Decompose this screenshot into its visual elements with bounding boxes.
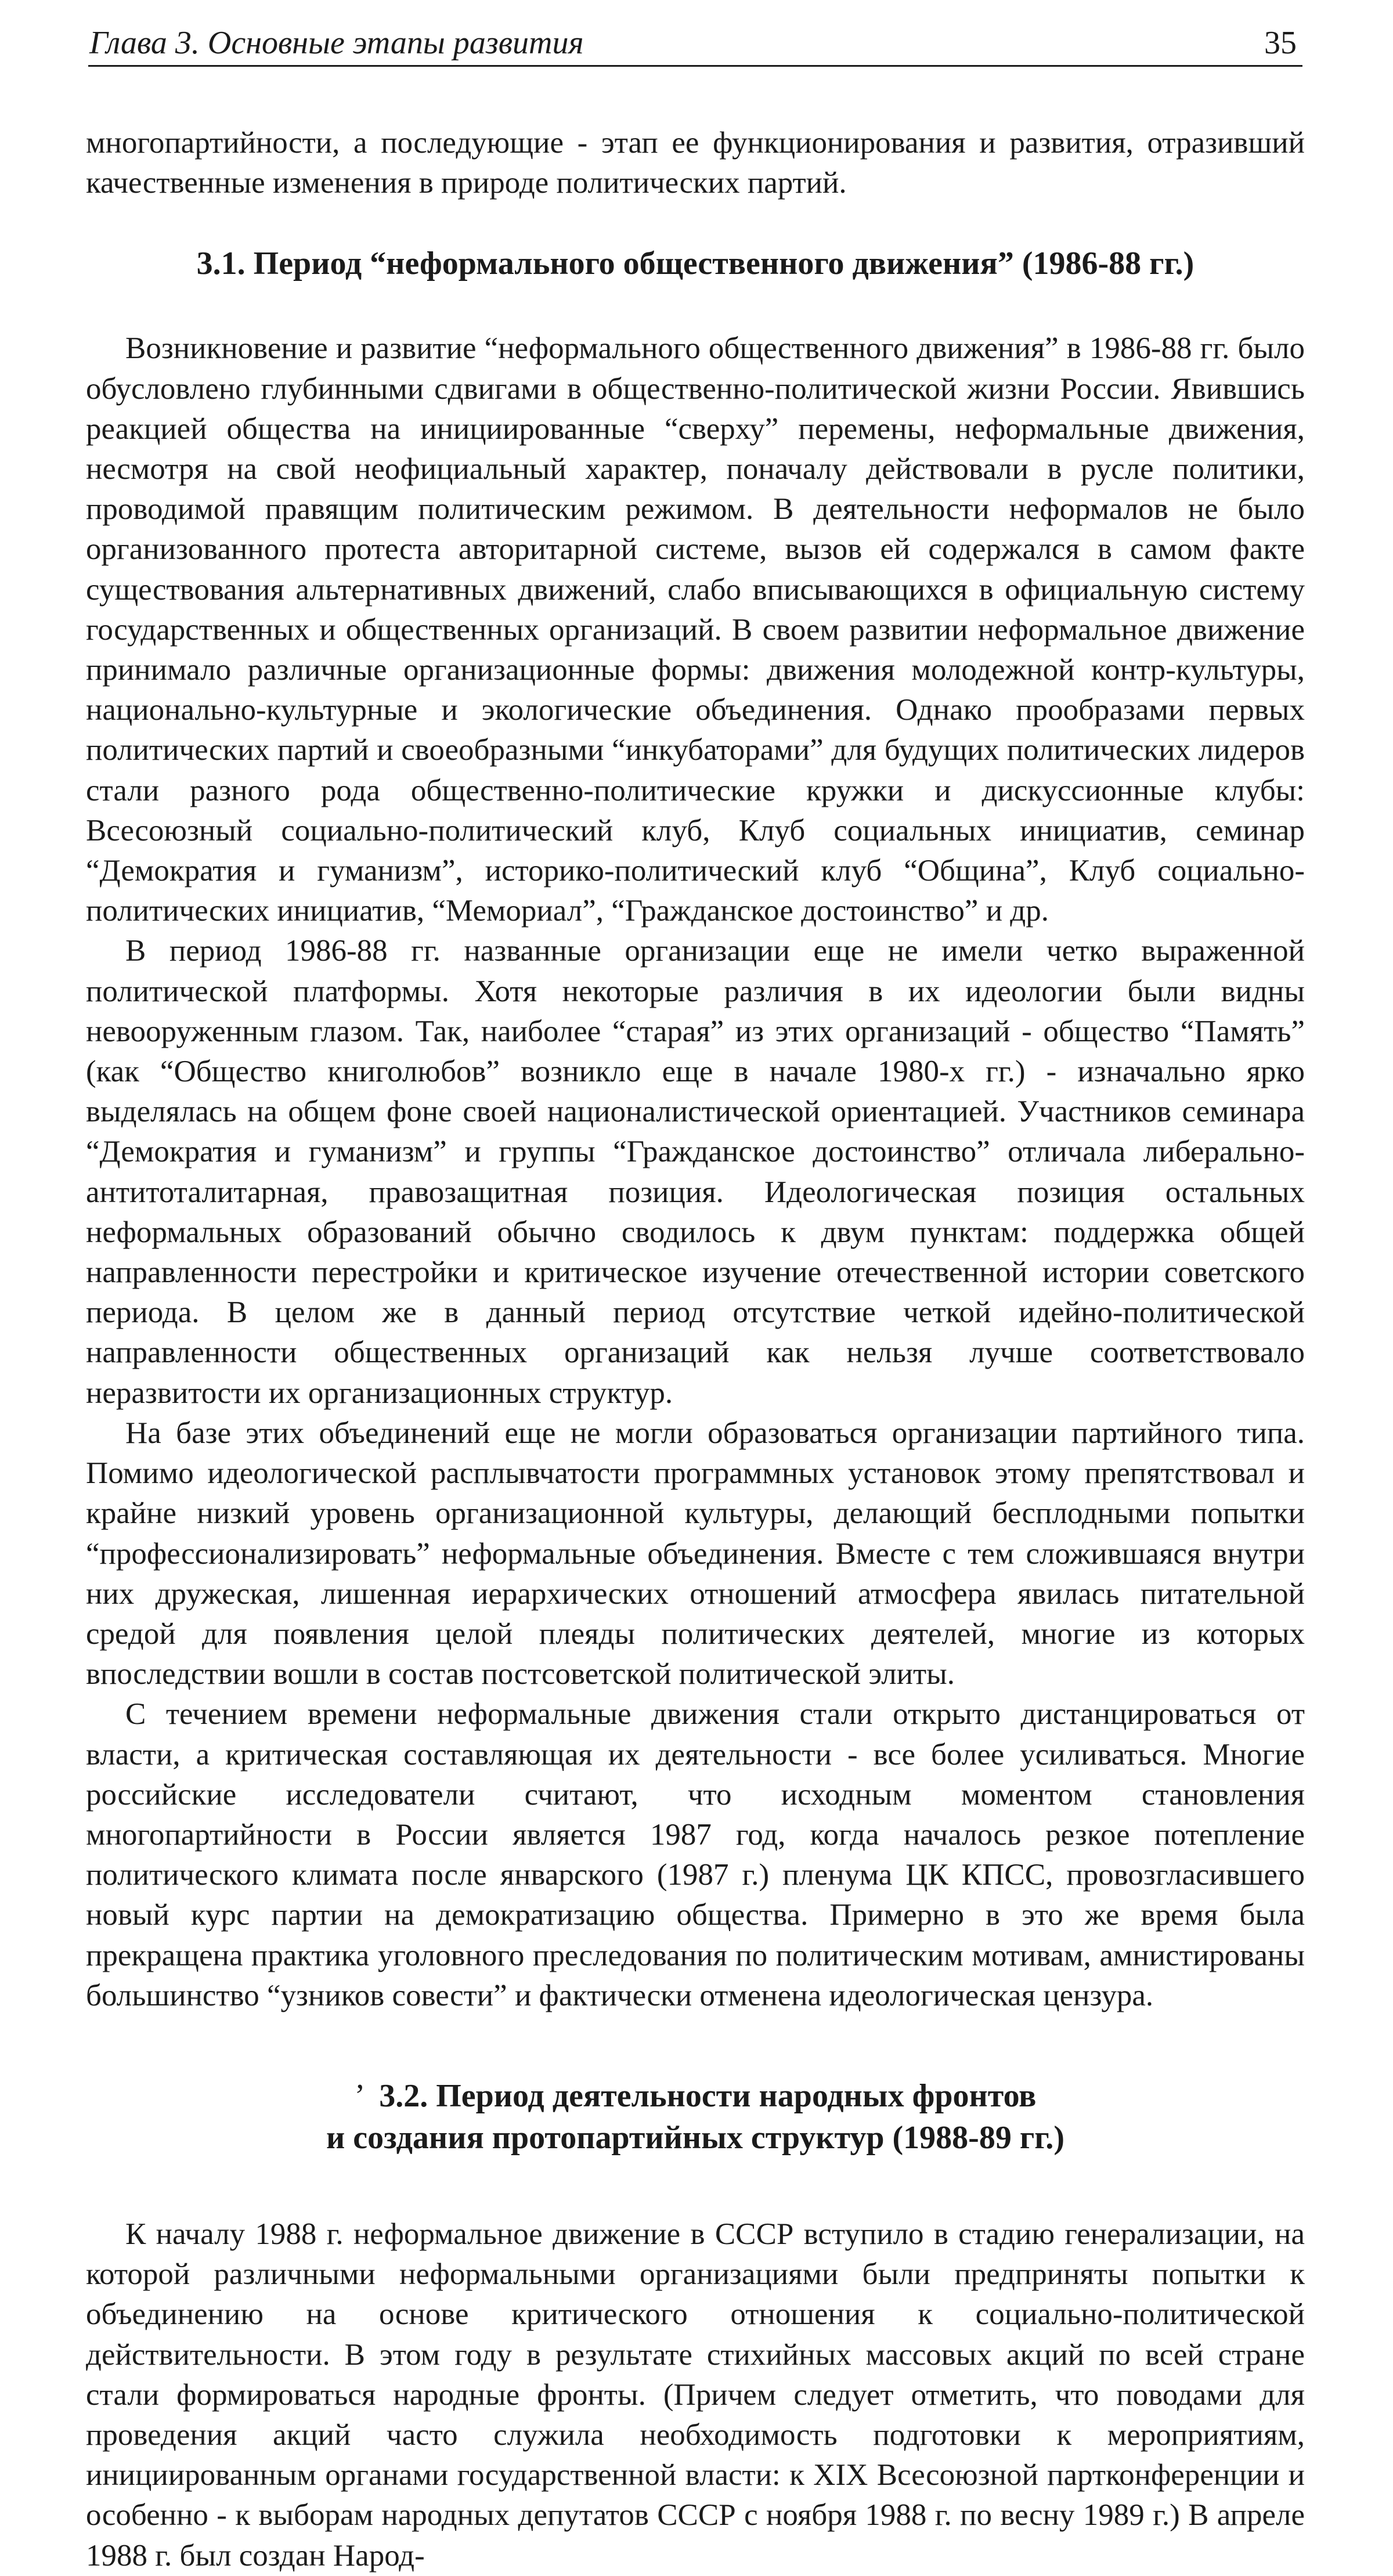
section-1-paragraph-4: С течением времени неформальные движения стали открыто дистанцироваться от власти, а критическая составляющая их деятельности - все более усиливаться. Многие российские исследователи считают, что исходным моментом становления многопартийности в России является 1987 год, когда началось резкое потепление политического климата после январского (1987 г.) пленума ЦК КПСС, провозгласившего новый курс партии на демократизацию общества. Примерно в это же время была прекращена практика уголовного преследования по политическим мотивам, амнистированы большинство “узников совести” и фактически отменена идеологическая цензура. [86,1697,1305,2012]
stray-print-mark: ’ [354,2077,366,2114]
section-1-paragraph-1: Возникновение и развитие “неформального общественного движения” в 1986-88 гг. было обусловлено глубинными сдвигами в общественно-политической жизни России. Явившись реакцией общества на инициированные “сверху” перемены, неформальные движения, несмотря на свой неофициальный характер, поначалу действовали в русле политики, проводимой правящим политическим режимом. В деятельности неформалов не было организованного протеста авторитарной системе, вызов ей содержался в самом факте существования альтернативных движений, слабо вписывающихся в официальную систему государственных и общественных организаций. В своем развитии неформальное движение принимало различные организационные формы: движения молодежной контр-культуры, национально-культурные и экологические объединения. Однако прообразами первых политических партий и своеобразными “инкубаторами” для будущих политических лидеров стали разного рода общественно-политические кружки и дискуссионные клубы: Всесоюзный социально-политический клуб, Клуб социальных инициатив, семинар “Демократия и гуманизм”, историко-политический клуб “Община”, Клуб социально-политических инициатив, “Мемориал”, “Гражданское достоинство” и др. [86,331,1305,928]
intro-paragraph: многопартийности, а последующие - этап ее функционирования и развития, отразивший качественные изменения в природе политических партий. [86,126,1305,200]
page-number: 35 [1264,25,1297,61]
chapter-title: Глава 3. Основные этапы развития [89,25,584,61]
running-header [88,23,1302,67]
section-2-paragraph-1: К началу 1988 г. неформальное движение в СССР вступило в стадию генерализации, на которой различными неформальными организациями были предприняты попытки к объединению на основе критического отношения к социально-политической действительности. В этом году в результате стихийных массовых акций по всей стране стали формироваться народные фронты. (Причем следует отметить, что поводами для проведения акций часто служила необходимость подготовки к мероприятиям, инициированным органами государственной власти: к XIX Всесоюзной партконференции и особенно - к выборам народных депутатов СССР с ноября 1988 г. по весну 1989 г.) В апреле 1988 г. был создан Народ- [86,2217,1305,2573]
section-1-paragraph-2: В период 1986-88 гг. названные организации еще не имели четко выраженной политической платформы. Хотя некоторые различия в их идеологии были видны невооруженным глазом. Так, наиболее “старая” из этих организаций - общество “Память” (как “Общество книголюбов” возникло еще в начале 1980-х гг.) - изначально ярко выделялась на общем фоне своей националистической ориентацией. Участников семинара “Демократия и гуманизм” и группы “Гражданское достоинство” отличала либерально-антитоталитарная, правозащитная позиция. Идеологическая позиция остальных неформальных образований обычно сводилось к двум пунктам: поддержка общей направленности перестройки и критическое изучение отечественной истории советского периода. В целом же в данный период отсутствие четкой идейно-политической направленности общественных организаций как нельзя лучше соответствовало неразвитости их организационных структур. [86,934,1305,1410]
section-2-heading-line-1 [86,2075,1305,2117]
section-1-heading: 3.1. Период “неформального общественного движения” (1986-88 гг.) [196,246,1194,282]
section-2-heading [86,2075,1305,2159]
page-body [86,123,1305,2576]
section-2-heading-line-1-text: 3.2. Период деятельности народных фронтов [379,2077,1037,2114]
section-1-paragraph-3: На базе этих объединений еще не могли образоваться организации партийного типа. Помимо идеологической расплывчатости программных установок этому препятствовал и крайне низкий уровень организационной культуры, делающий бесплодными попытки “профессионализировать” неформальные объединения. Вместе с тем сложившаяся внутри них дружеская, лишенная иерархических отношений атмосфера явилась питательной средой для появления целой плеяды политических деятелей, многие из которых впоследствии вошли в состав постсоветской политической элиты. [86,1416,1305,1691]
section-2-heading-line-2: и создания протопартийных структур (1988-89 гг.) [326,2119,1065,2156]
